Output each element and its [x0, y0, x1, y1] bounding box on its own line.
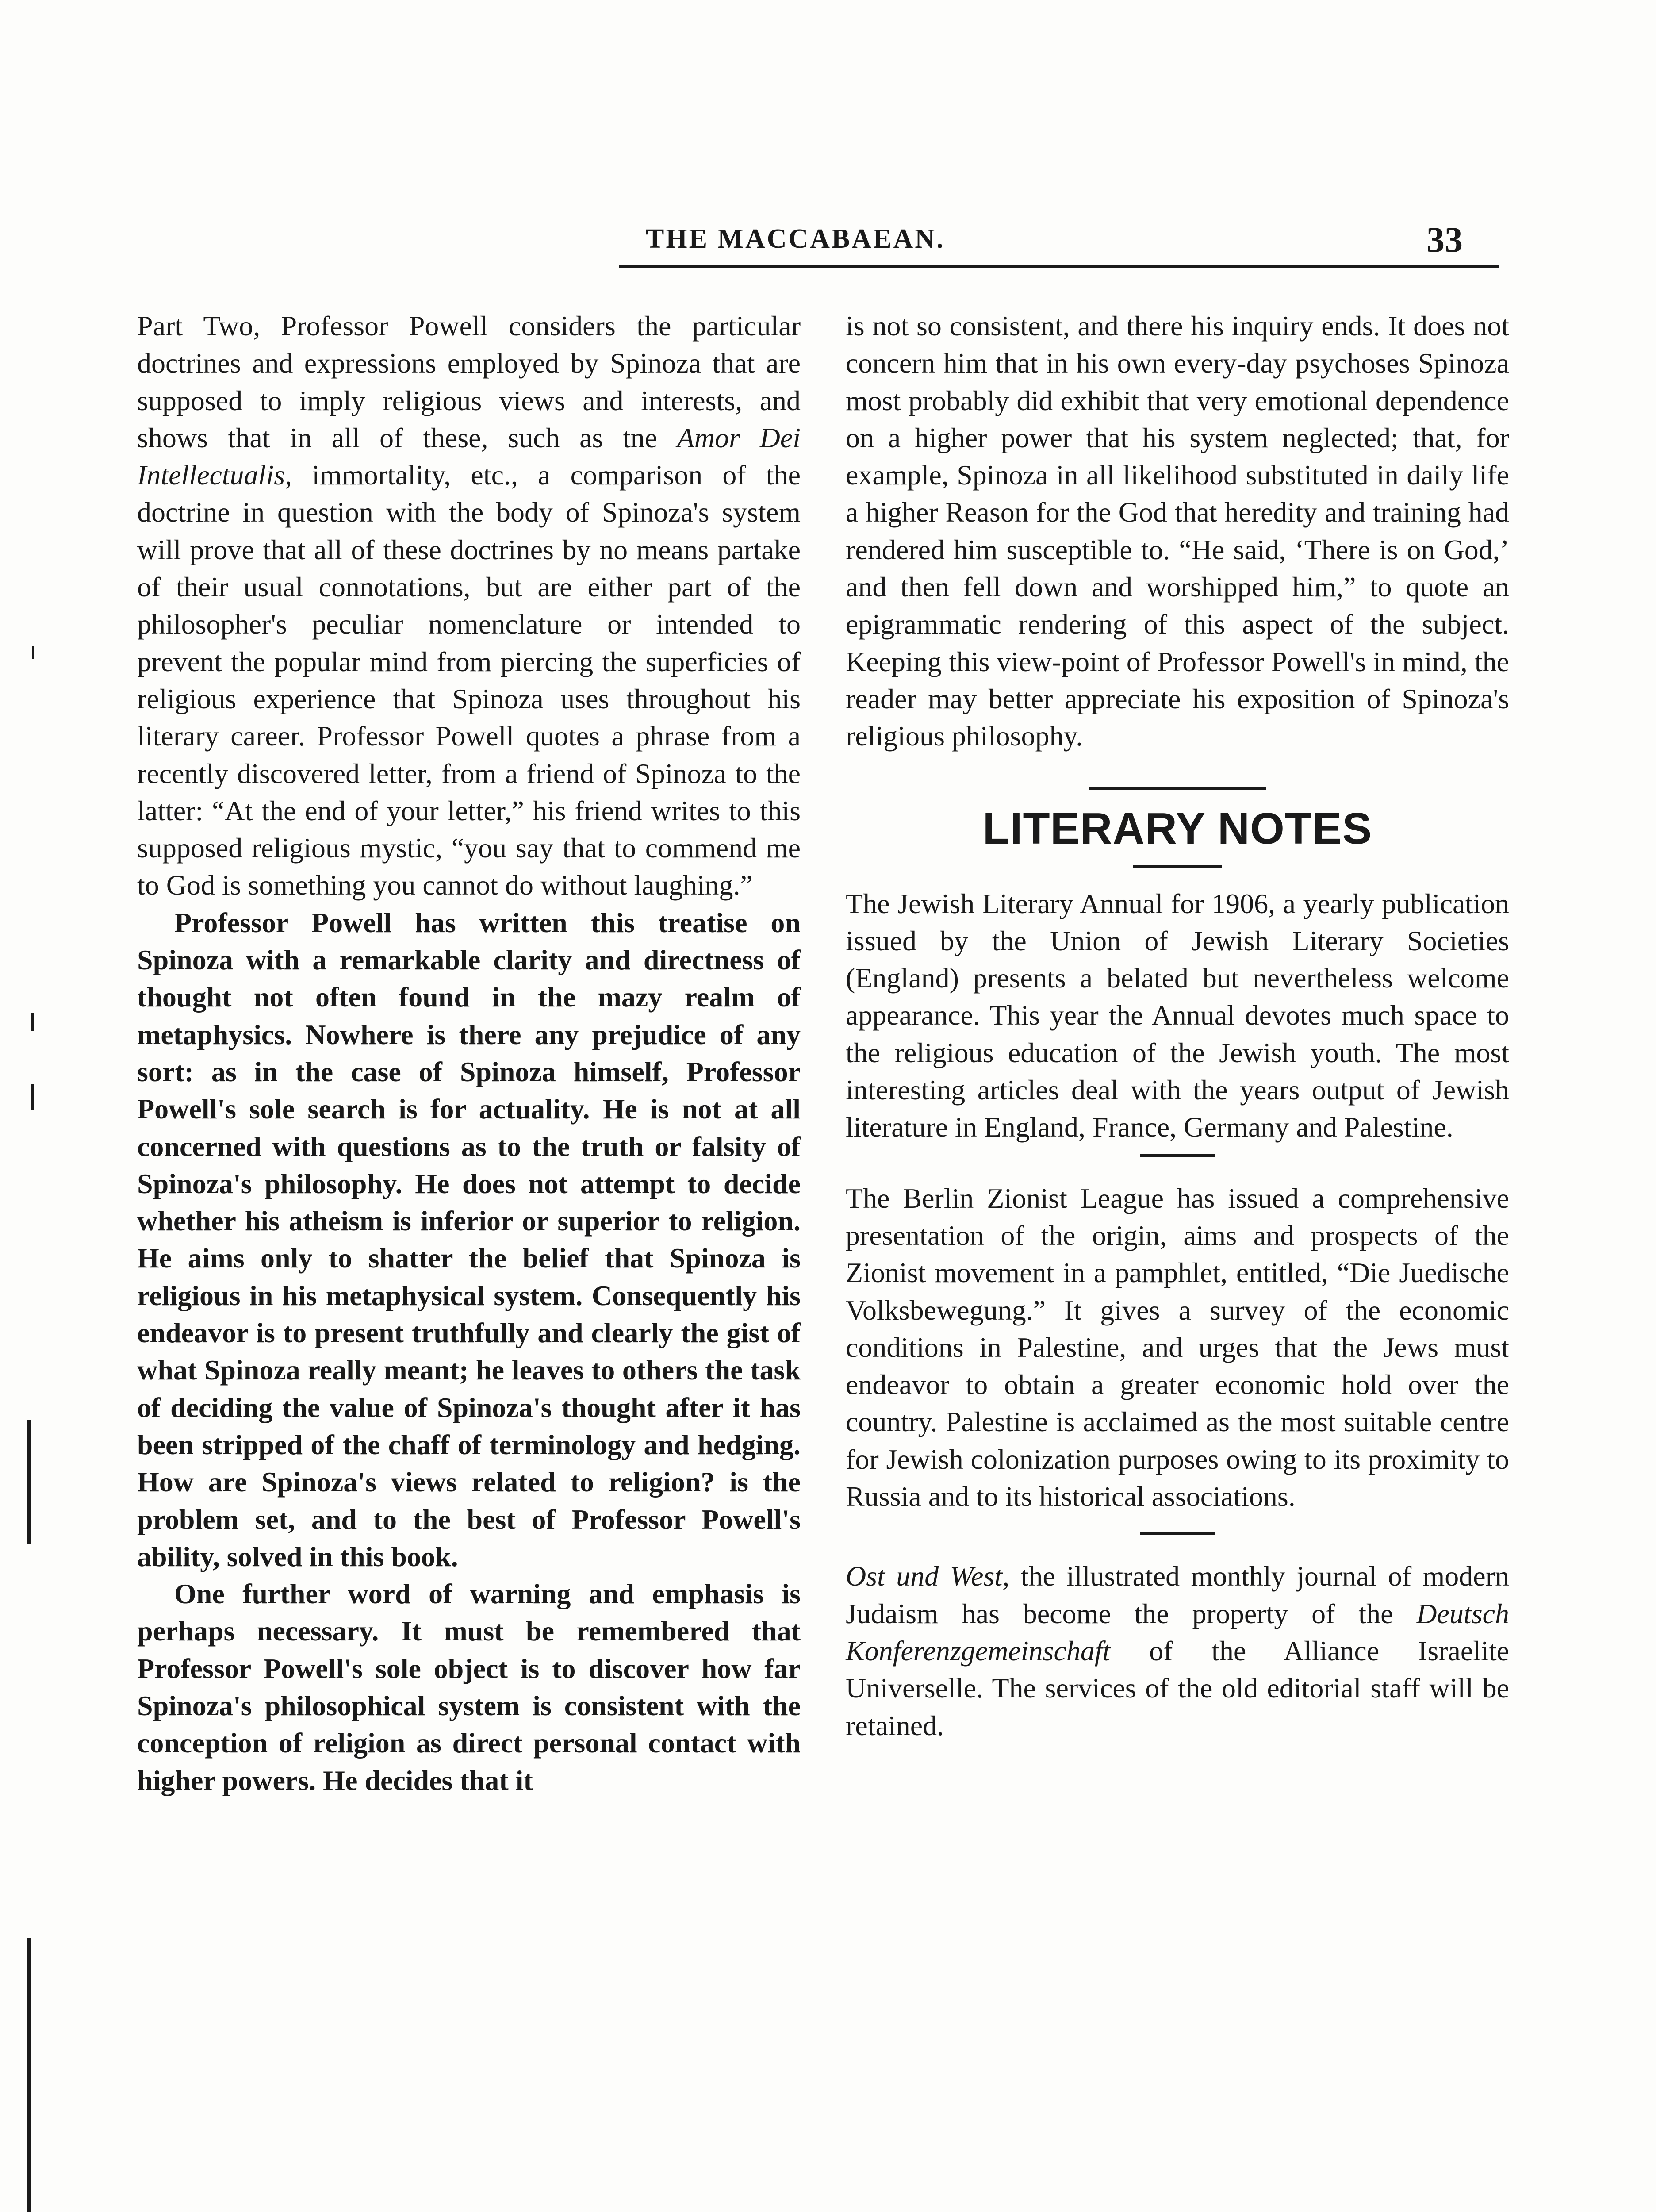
literary-note-3-journal: Ost und West, [846, 1560, 1010, 1592]
literary-note-1: The Jewish Literary Annual for 1906, a yearly publication issued by the Union of Jewish Literary Societies (England) presents a belated but nevertheless welcome appearance. This year the Annual devotes much space to the religious education of the Jewish youth. The most interesting articles deal with the years output of Jewish literature in England, France, Germany and Palestine. [846, 887, 1509, 1143]
note-divider-1 [1140, 1154, 1215, 1157]
section-rule-top [1089, 787, 1266, 790]
literary-note-3-org: Deutsch Konferenzgemeinschaft [846, 1598, 1509, 1667]
note-divider-2 [1140, 1532, 1215, 1535]
left-paragraph-2: Professor Powell has written this treatise on Spinoza with a remarkable clarity and directness of thought not often found in the mazy realm of metaphysics. Nowhere is there any prejudice of any sort: as in the case of Spinoza himself, Professor Powell's sole search is for actuality. He is not at all concerned with questions as to the truth or falsity of Spinoza's philosophy. He does not attempt to decide whether his atheism is inferior or superior to religion. He aims only to shatter the belief that Spinoza is religious in his metaphysical system. Consequently his endeavor is to present truthfully and clearly the gist of what Spinoza really meant; he leaves to others the task of deciding the value of Spinoza's thought after it has been stripped of the chaff of terminology and hedging. How are Spinoza's views related to religion? is the problem set, and to the best of Professor Powell's ability, solved in this book. [137, 906, 801, 1572]
left-paragraph-1-start: Part Two, Professor Powell considers the particular doctrines and expressions employed by Spinoza that are supposed to imply religious views and interests, and shows that in all of these, such as tne [137, 310, 801, 453]
left-paragraph-1-rest: immortality, etc., a comparison of the doctrine in question with the body of Spinoza's system will prove that all of these doctrines by no means partake of their usual connotations, but are either part of the philosopher's peculiar nomenclature or intended to prevent the popular mind from piercing the superficies of religious experience that Spinoza uses throughout his literary career. Professor Powell quotes a phrase from a recently discovered letter, from a friend of Spinoza to the latter: “At the end of your letter,” his friend writes to this supposed religious mystic, “you say that to commend me to God is something you cannot do without laughing.” [137, 459, 801, 901]
scan-mark [27, 1938, 31, 2212]
literary-note-3-text-b: of the Alliance Israelite Universelle. The services of the old editorial staff will be retained. [846, 1635, 1509, 1741]
left-paragraph-1-italic: Amor Dei Intellectualis, [137, 422, 801, 491]
literary-note-3-text-a: the illustrated monthly journal of modern Judaism has become the property of the [846, 1560, 1509, 1629]
left-paragraph-3: One further word of warning and emphasis is perhaps necessary. It must be remembered that Professor Powell's sole object is to discover how far Spinoza's philosophical system is consistent with the conception of religion as direct personal contact with higher powers. He decides that it [137, 1578, 801, 1796]
scan-mark [27, 1420, 31, 1544]
left-paragraph-1 [137, 307, 801, 904]
scan-mark [31, 1013, 34, 1031]
right-paragraph-1: is not so consistent, and there his inquiry ends. It does not concern him that in his own every-day psychoses Spinoza most probably did exhibit that very emotional dependence on a higher power that his system neglected; that, for example, Spinoza in all likelihood substituted in daily life a higher Reason for the God that heredity and training had rendered him susceptible to. “He said, ‘There is on God,’ and then fell down and worshipped him,” to quote an epigrammatic rendering of this aspect of the subject. Keeping this view-point of Professor Powell's in mind, the reader may better appreciate his exposition of Spinoza's religious philosophy. [846, 310, 1509, 752]
left-column [137, 307, 801, 1799]
section-title: LITERARY NOTES [982, 803, 1372, 853]
page-number: 33 [1426, 219, 1463, 260]
literary-note-3 [846, 1558, 1509, 1744]
section-rule-bottom [1133, 865, 1222, 868]
literary-note-2: The Berlin Zionist League has issued a comprehensive presentation of the origin, aims and prospects of the Zionist movement in a pamphlet, entitled, “Die Juedische Volksbewegung.” It gives a survey of the economic conditions in Palestine, and urges that the Jews must endeavor to obtain a greater economic hold over the country. Palestine is acclaimed as the most suitable centre for Jewish colonization purposes owing to its proximity to Russia and to its historical associations. [846, 1182, 1509, 1513]
right-column [846, 307, 1509, 1744]
header-rule [619, 265, 1499, 268]
running-header: THE MACCABAEAN. [646, 224, 945, 254]
scan-mark [31, 1084, 34, 1110]
scan-mark [32, 646, 34, 659]
